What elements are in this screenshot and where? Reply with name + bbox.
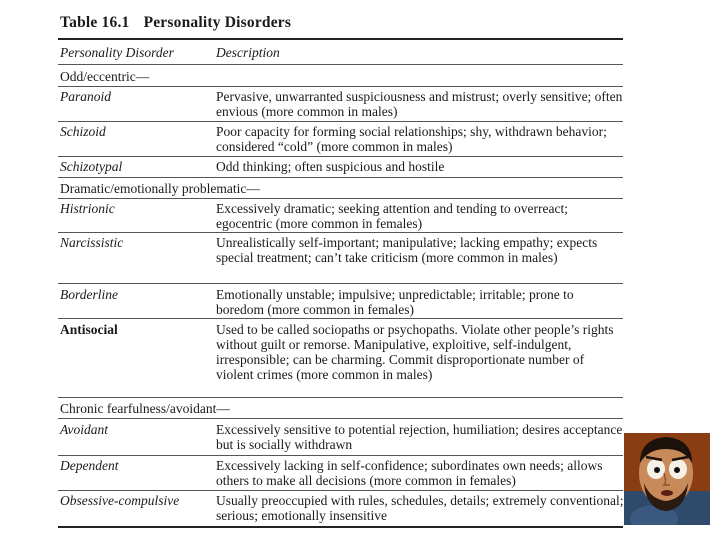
group-label-dramatic: Dramatic/emotionally problematic— <box>60 181 260 196</box>
disorder-description: Unrealistically self-important; manipulative; lacking empathy; expects special treatment; can’t take criticism (more common in males) <box>216 235 598 265</box>
row-divider <box>58 198 623 199</box>
column-header-description: Description <box>216 45 280 60</box>
row-divider <box>58 490 623 491</box>
disorder-description: Emotionally unstable; impulsive; unpredictable; irritable; prone to boredom (more common in females) <box>216 287 574 317</box>
table-bottom-rule <box>58 526 623 528</box>
disorder-name: Schizoid <box>60 124 106 139</box>
table-caption: Personality Disorders <box>143 14 292 31</box>
disorder-description: Used to be called sociopaths or psychopaths. Violate other people’s rights without guilt or remorse. Manipulative, exploitive, self-indulgent, irresponsible; can be charming. Commit disproportionate number of violent crimes (more common in males) <box>216 322 614 382</box>
disorder-name: Paranoid <box>60 89 112 104</box>
row-divider <box>58 283 623 284</box>
disorder-description: Excessively lacking in self-confidence; subordinates own needs; allows others to make all decisions (more common in females) <box>216 458 603 488</box>
row-divider <box>58 397 623 398</box>
disorder-name: Schizotypal <box>60 159 123 174</box>
disorder-name: Avoidant <box>60 422 108 437</box>
disorder-name: Narcissistic <box>60 235 124 250</box>
group-label-chronic-fearfulness: Chronic fearfulness/avoidant— <box>60 401 230 416</box>
disorder-name: Borderline <box>60 287 118 302</box>
anxious-face-illustration <box>624 433 710 525</box>
disorder-name: Obsessive-compulsive <box>60 493 180 508</box>
table-number: Table 16.1 <box>60 14 130 31</box>
header-bottom-rule <box>58 64 623 65</box>
disorder-name: Dependent <box>60 458 119 473</box>
row-divider <box>58 177 623 178</box>
table-title <box>60 14 291 32</box>
disorder-description: Pervasive, unwarranted suspiciousness and mistrust; overly sensitive; often envious (more common in males) <box>216 89 623 119</box>
row-divider <box>58 156 623 157</box>
row-divider <box>58 318 623 319</box>
disorder-name: Histrionic <box>60 201 115 216</box>
disorder-description: Excessively dramatic; seeking attention and tending to overreact; egocentric (more common in females) <box>216 201 569 231</box>
disorder-name: Antisocial <box>60 322 118 337</box>
disorder-description: Odd thinking; often suspicious and hostile <box>216 159 445 174</box>
row-divider <box>58 232 623 233</box>
row-divider <box>58 86 623 87</box>
header-top-rule <box>58 38 623 40</box>
column-header-disorder: Personality Disorder <box>60 45 174 60</box>
row-divider <box>58 455 623 456</box>
disorder-description: Poor capacity for forming social relationships; shy, withdrawn behavior; considered “cold” (more common in males) <box>216 124 607 154</box>
row-divider <box>58 121 623 122</box>
group-label-odd-eccentric: Odd/eccentric— <box>60 69 150 84</box>
disorder-description: Excessively sensitive to potential rejection, humiliation; desires acceptance but is socially withdrawn <box>216 422 623 452</box>
disorder-description: Usually preoccupied with rules, schedules, details; extremely conventional; serious; emotionally insensitive <box>216 493 624 523</box>
row-divider <box>58 418 623 419</box>
